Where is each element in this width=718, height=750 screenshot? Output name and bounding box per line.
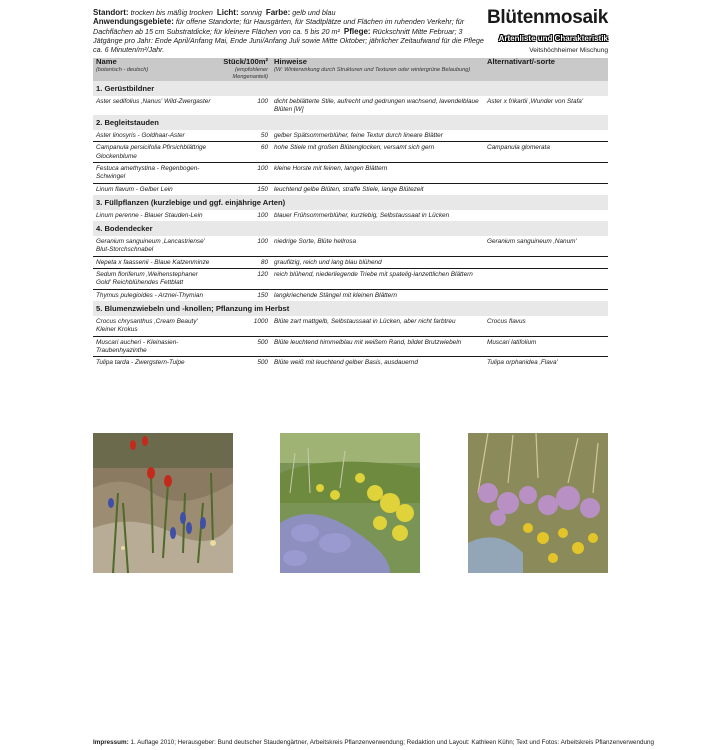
species-name: Linum perenne - Blauer Stauden-Lein [96,211,203,219]
species-qty: 150 [257,291,268,299]
species-notes: hohe Stiele mit großen Blütenglocken, versamt sich gern [271,142,484,163]
species-alternative [484,162,608,183]
photo-late-summer-aster [468,433,608,573]
licht-value: sonnig [240,8,262,17]
species-alternative: Muscari latifolium [484,336,608,357]
species-notes: kleine Horste mit feinen, langen Blättern [271,162,484,183]
table-row [93,183,608,195]
species-notes: gelber Spätsommerblüher, feine Textur durch lineare Blätter [271,130,484,142]
table-row [93,256,608,268]
species-alternative [484,210,608,221]
species-notes: reich blühend, niederliegende Triebe mit spatelig-lanzettlichen Blättern [271,269,484,290]
photo-spring-bulbs-image [93,433,233,573]
species-name: Geranium sanguineum ‚Lancastriense' Blut-Storchschnabel [93,236,215,256]
species-alternative [484,289,608,301]
species-name: Crocus chrysanthus ‚Cream Beauty' Kleiner Krokus [93,316,215,336]
pflege-value: Rückschnitt Mitte Februar; 3 Jätgänge pro Jahr: Ende April/Anfang Mai, Ende Juni/Anfang Juli sowie Mitte Oktober; jährlicher Zeitaufwand für die Pflege ca. 6 Minuten/m²/Jahr. [93,26,484,55]
section-title: 5. Blumenzwiebeln und -knollen; Pflanzung im Herbst [93,301,608,316]
species-qty: 50 [215,130,271,142]
table-row [93,269,608,290]
species-table [93,58,608,368]
col-name-header: Name (botanisch - deutsch) [96,58,149,73]
brand-title: Blütenmosaik [487,7,608,28]
species-qty: 500 [215,336,271,357]
species-notes: dicht beblätterte Stile, aufrecht und gedrungen wachsend, lavendelblaue Blüten [W] [274,97,479,113]
impressum-text: 1. Auflage 2010; Herausgeber: Bund deutscher Staudengärtner, Arbeitskreis Pflanzenverwendung; Redaktion und Layout: Kathleen Kühn; Text und Fotos: Arbeitskreis Pflanzenverwendung [130,739,655,746]
species-name: Campanula persicifolia Pfirsichblättrige Glockenblume [93,142,215,163]
species-name: Muscari aucheri - Kleinasien-Traubenhyazinthe [93,336,215,357]
species-notes: langkriechende Stängel mit kleinen Blättern [274,291,397,299]
table-row [93,357,608,369]
section-header [93,81,608,96]
col-qty-header: Stück/100m² (empfohlener Mengenanteil) [223,58,268,80]
section-title: 4. Bodendecker [93,221,608,236]
species-qty: 100 [257,97,268,105]
brand-block [468,8,608,55]
section-title: 1. Gerüstbildner [93,81,608,96]
species-alternative: Geranium sanguineum ‚Nanum' [484,236,608,256]
species-alternative: Crocus flavus [484,316,608,336]
table-row [93,130,608,142]
species-qty: 100 [215,162,271,183]
col-alt-header: Alternativart/-sorte [487,58,555,66]
species-alternative [484,269,608,290]
section-title: 2. Begleitstauden [93,115,608,130]
species-alternative [484,256,608,268]
table-row [93,96,608,116]
species-notes: graufilzig, reich und lang blau blühend [271,256,484,268]
species-qty: 100 [257,211,268,219]
species-qty: 80 [215,256,271,268]
species-name: Aster sedifolius ‚Nanus' Wild-Zwergaster [96,97,211,105]
species-qty: 1000 [215,316,271,336]
photo-summer-yellow-blue [280,433,420,573]
species-name: Aster linosyris - Goldhaar-Aster [93,130,215,142]
species-qty: 100 [215,236,271,256]
section-header [93,301,608,316]
species-qty: 150 [257,185,268,193]
brand-mix: Veitshöchheimer Mischung [529,47,608,54]
section-header [93,115,608,130]
photo-strip [93,433,608,573]
section-header [93,195,608,210]
table-row [93,316,608,336]
photo-summer-yellow-blue-image [280,433,420,573]
licht-label: Licht: [216,8,239,17]
species-notes: Blüte zart mattgelb, Selbstaussaat in Lücken, aber nicht farbtreu [271,316,484,336]
species-qty: 120 [215,269,271,290]
impressum-label: Impressum: [93,739,129,746]
table-row [93,236,608,256]
standort-label: Standort: [93,8,129,17]
site-info [93,8,488,54]
species-notes: leuchtend gelbe Blüten, straffe Stiele, lange Blütezeit [274,185,424,193]
photo-late-summer-aster-image [468,433,608,573]
document-header [93,8,608,56]
species-notes: Blüte leuchtend himmelblau mit weißem Rand, bildet Brutzwiebeln [271,336,484,357]
species-notes: niedrige Sorte, Blüte hellrosa [271,236,484,256]
species-alternative: Campanula glomerata [484,142,608,163]
species-alternative [484,183,608,195]
impressum [93,739,653,747]
species-name: Nepeta x faassenii - Blaue Katzenminze [93,256,215,268]
species-name: Linum flavum - Gelber Lein [96,185,173,193]
table-body [93,81,608,369]
species-name: Festuca amethystina - Regenbogen-Schwingel [93,162,215,183]
anwendung-value: für offene Standorte; für Hausgärten, für Stadtplätze und Flächen im ruhenden Verkehr; für Dachflächen ab 15 cm Substratdicke; für kleinere Flächen von ca. 5 bis 20 m² [93,17,465,36]
pflege-label: Pflege: [343,26,371,36]
section-header [93,221,608,236]
species-name: Sedum floriferum ‚Weihenstephaner Gold' Reichblühendes Fettblatt [93,269,215,290]
section-title: 3. Füllpflanzen (kurzlebige und ggf. einjährige Arten) [93,195,608,210]
species-name: Thymus pulegioides - Arznei-Thymian [96,291,204,299]
farbe-label: Farbe: [265,8,291,17]
table-row [93,162,608,183]
species-alternative [484,130,608,142]
brand-subtitle: Artenliste und Charakteristik [498,34,608,43]
species-alternative: Tulipa orphanidea ‚Flava' [487,359,558,367]
species-alternative: Aster x frikartii ‚Wunder von Stafa' [487,97,584,105]
table-row [93,142,608,163]
table-row [93,289,608,301]
standort-value: trocken bis mäßig trocken [130,8,213,17]
farbe-value: gelb und blau [292,8,336,17]
species-name: Tulipa tarda - Zwergstern-Tulpe [96,359,185,367]
photo-spring-bulbs [93,433,233,573]
species-qty: 500 [257,359,268,367]
species-notes: blauer Frühsommerblüher, kurzlebig, Selbstaussaat in Lücken [274,211,450,219]
species-notes: Blüte weiß mit leuchtend gelber Basis, ausdauernd [274,359,418,367]
table-header-row [93,58,608,81]
table-row [93,336,608,357]
anwendung-label: Anwendungsgebiete: [93,17,174,27]
table-row [93,210,608,221]
col-notes-header: Hinweise (W: Winterwirkung durch Strukturen und Texturen oder wintergrüne Belaubung) [274,58,471,73]
species-qty: 60 [215,142,271,163]
